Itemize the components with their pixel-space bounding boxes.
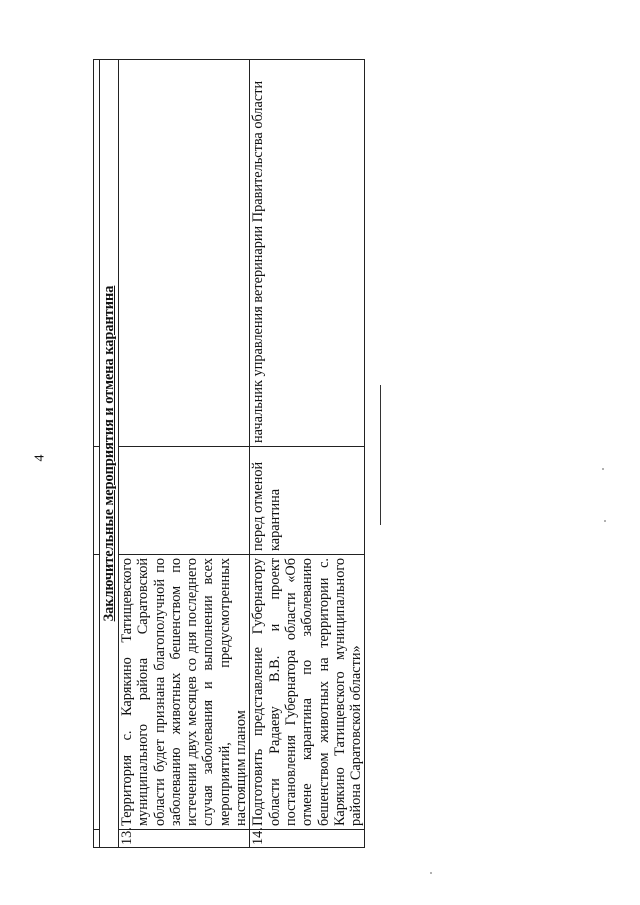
section-title: Заключительные мероприятия и отмена карантина bbox=[100, 60, 119, 848]
row-description: Территория с. Карякино Татищевского муниципального района Саратовской области будет признана благополучной по заболеванию животных бешенством по истечении двух месяцев со дня последнего случая заболевания и выполнении всех мероприятий, предусмотренных настоящим планом bbox=[119, 555, 250, 830]
row-deadline bbox=[119, 447, 250, 555]
table-row bbox=[119, 60, 250, 848]
table-row bbox=[250, 60, 365, 848]
page-number: 4 bbox=[32, 454, 48, 462]
scan-speck bbox=[602, 468, 604, 470]
scan-speck bbox=[604, 520, 606, 522]
row-number: 14. bbox=[250, 830, 365, 848]
row-responsible: начальник управления ветеринарии Правительства области bbox=[250, 60, 365, 447]
row-deadline: перед отменой карантина bbox=[250, 447, 365, 555]
row-responsible bbox=[119, 60, 250, 447]
rotated-plan-table bbox=[93, 60, 365, 848]
plan-table bbox=[93, 59, 365, 848]
row-description: Подготовить представление Губернатору области Радаеву В.В. и проект постановления Губернатора области «Об отмене карантина по заболеванию бешенством животных на территории с. Карякино Татищевского муниципального района Саратовской области» bbox=[250, 555, 365, 830]
row-number: 13. bbox=[119, 830, 250, 848]
signature-line bbox=[380, 385, 381, 525]
section-header-row bbox=[100, 60, 119, 848]
scan-speck bbox=[430, 872, 432, 874]
